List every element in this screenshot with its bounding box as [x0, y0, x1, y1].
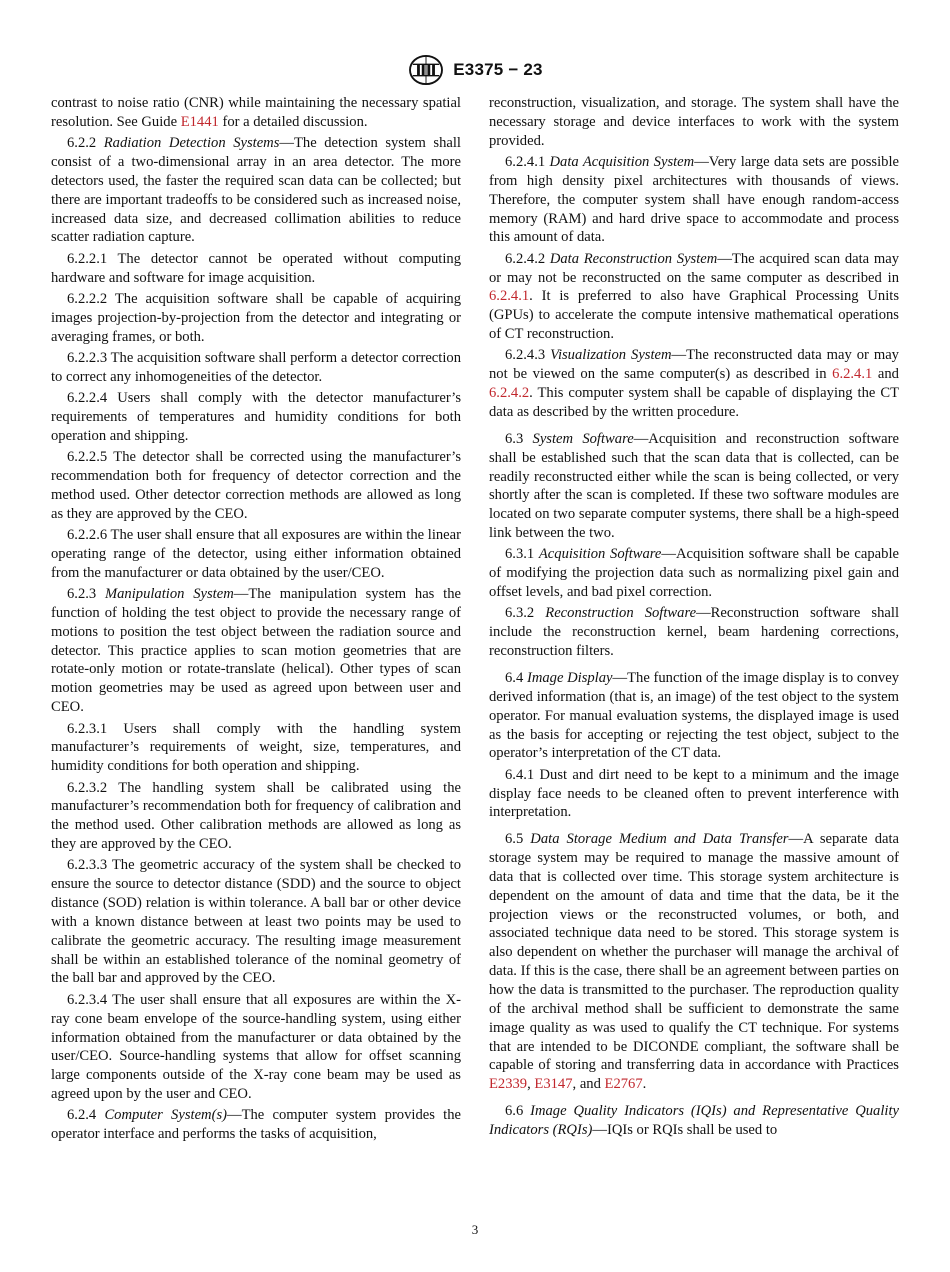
section-6-2-3: 6.2.3 Manipulation System—The manipulation system has the function of holding the test object to provide the necessary range of motions to position the test object between the radiation source and detector. This practice applies to scan motion geometries that are rotate-only motion or rotate-translate (helical). Other types of scan motion geometries may be used as agreed upon between user and CEO.: [51, 586, 461, 716]
reference-link-6-2-4-2[interactable]: 6.2.4.2: [489, 385, 530, 402]
section-title: Manipulation System: [104, 586, 234, 603]
section-6-2-3-3: 6.2.3.3 The geometric accuracy of the system shall be checked to ensure the source to detector distance (SDD) and the source to object distance (SOD) relation is within tolerance. A ball bar or other device with a known distance between at least two points may be used to calibrate the geometric accuracy. The resulting image measurement shall be within an established tolerance of the nominal geometry of the ball bar and approved by the CEO.: [51, 857, 461, 987]
document-designation: E3375 − 23: [453, 60, 543, 79]
section-6-2-2-3: 6.2.2.3 The acquisition software shall perform a detector correction to correct any inhomogeneities of the detector.: [51, 349, 461, 385]
section-6-4-1: 6.4.1 Dust and dirt need to be kept to a minimum and the image display face needs to be cleaned often to prevent interference with interpretation.: [489, 766, 899, 821]
section-title: Image Display: [526, 669, 613, 686]
reference-link-e2767[interactable]: E2767: [604, 1076, 643, 1093]
reference-link-6-2-4-1[interactable]: 6.2.4.1: [489, 288, 530, 305]
section-6-2-2-6: 6.2.2.6 The user shall ensure that all exposures are within the linear operating range of the detector, using either information obtained from the manufacturer or data obtained by the user/CEO.: [51, 527, 461, 581]
section-6-2-2-5: 6.2.2.5 The detector shall be corrected using the manufacturer’s recommendation both for frequency of detector correction and the method used. Other detector correction methods are allowed as long as they are approved by the CEO.: [51, 449, 461, 522]
left-column: [51, 94, 461, 1147]
section-title: Data Acquisition System: [549, 154, 695, 171]
section-6-2-2-2: 6.2.2.2 The acquisition software shall be capable of acquiring images projection-by-projection from the detector and integrating or averaging frames, or both.: [51, 290, 461, 345]
reference-link-6-2-4-1[interactable]: 6.2.4.1: [832, 366, 873, 383]
section-6-2-4-1: 6.2.4.1 Data Acquisition System—Very large data sets are possible from high density pixel architectures with thousands of views. Therefore, the computer system shall have enough random-access memory (RAM) and hard drive space to accommodate and process this amount of data.: [489, 154, 899, 246]
paragraph: reconstruction, visualization, and storage. The system shall have the necessary storage and device interfaces to work with the system provided.: [489, 95, 899, 149]
reference-link-e2339[interactable]: E2339: [489, 1076, 528, 1093]
paragraph: contrast to noise ratio (CNR) while maintaining the necessary spatial resolution. See Guide E1441 for a detailed discussion.: [51, 95, 461, 130]
section-6-3: 6.3 System Software—Acquisition and reconstruction software shall be established such that the scan data that is collected, can be readily reconstructed either while the scan is being collected, or very shortly after the scan is completed. If these two software modules are located on two separate computer systems, there shall be a high-speed link between the two.: [489, 430, 899, 542]
section-6-3-2: 6.3.2 Reconstruction Software—Reconstruction software shall include the reconstruction kernel, beam hardening corrections, reconstruction filters.: [489, 605, 899, 660]
section-title: Radiation Detection Systems: [103, 135, 280, 152]
section-title: Visualization System: [550, 347, 672, 364]
section-6-2-2: 6.2.2 Radiation Detection Systems—The detection system shall consist of a two-dimensional array in an area detector. The more detectors used, the faster the required scan data can be collected; but there are important tradeoffs to be considered such as increased noise, increased data size, and decreased collimation abilities to reduce scatter radiation capture.: [51, 135, 461, 246]
section-6-2-4: 6.2.4 Computer System(s)—The computer system provides the operator interface and performs the tasks of acquisition,: [51, 1107, 461, 1143]
section-6-2-2-4: 6.2.2.4 Users shall comply with the detector manufacturer’s requirements of temperatures and humidity conditions for both operation and shipping.: [51, 390, 461, 444]
reference-link-e3147[interactable]: E3147: [534, 1076, 573, 1093]
section-6-2-2-1: 6.2.2.1 The detector cannot be operated without computing hardware and software for image acquisition.: [51, 250, 461, 286]
section-6-2-3-4: 6.2.3.4 The user shall ensure that all exposures are within the X-ray cone beam envelope of the source-handling system, using either information obtained from the manufacturer or data obtained by the user/CEO. Source-handling systems that allow for offset scanning large components outside of the X-ray cone beam may be used as agreed upon by the user and CEO.: [51, 991, 461, 1103]
section-6-3-1: 6.3.1 Acquisition Software—Acquisition software shall be capable of modifying the projection data such as normalizing pixel gain and offset levels, and bad pixel correction.: [489, 546, 899, 601]
section-6-6: 6.6 Image Quality Indicators (IQIs) and Representative Quality Indicators (RQIs)—IQIs or RQIs shall be used to: [489, 1103, 899, 1138]
section-title: Acquisition Software: [538, 546, 662, 563]
section-6-2-3-1: 6.2.3.1 Users shall comply with the handling system manufacturer’s requirements of weight, size, temperatures, and humidity conditions for both operation and shipping.: [51, 720, 461, 775]
section-title: Computer System(s): [104, 1107, 227, 1124]
section-title: Data Storage Medium and Data Transfer: [530, 831, 789, 848]
section-title: Data Reconstruction System: [549, 250, 718, 267]
section-6-2-4-2: 6.2.4.2 Data Reconstruction System—The acquired scan data may or may not be reconstructed on the same computer as described in 6.2.4.1. It is preferred to also have Graphical Processing Units (GPUs) to accelerate the compute intensive mathematical operations of CT reconstruction.: [489, 250, 899, 343]
section-6-5: 6.5 Data Storage Medium and Data Transfer—A separate data storage system may be required to manage the massive amount of data that is collected over time. This storage system architecture is dependent on the amount of data and time that the data, be it the projection views or the reconstructed volumes, or both, and associated technique data need to be stored. This storage system is also dependent on whether the purchaser will manage the archival of data. If this is the case, there shall be an agreement between parties on how the data is transmitted to the purchaser. The reproduction quality of the archival method shall be sufficient to demonstrate the same image quality as was used to qualify the CT technique. For systems that are intended to be DICONDE compliant, the software shall be capable of storing and transferring data in accordance with Practices E2339, E3147, and E2767.: [489, 831, 900, 1093]
section-title: Reconstruction Software: [545, 605, 697, 622]
page-header: [0, 52, 950, 88]
section-6-2-3-2: 6.2.3.2 The handling system shall be calibrated using the manufacturer’s recommendation both for frequency of calibration and the method used. Other calibration methods are allowed as long as they are approved by the CEO.: [51, 779, 461, 853]
page-number: 3: [471, 1222, 479, 1237]
section-6-2-4-3: 6.2.4.3 Visualization System—The reconstructed data may or may not be viewed on the same computer(s) as described in 6.2.4.1 and 6.2.4.2. This computer system shall be capable of displaying the CT data as described by the written procedure.: [489, 347, 899, 420]
section-title: Image Quality Indicators (IQIs) and Representative Quality Indicators (RQIs): [489, 1103, 899, 1138]
reference-link-e1441[interactable]: E1441: [180, 113, 219, 130]
astm-logo: [407, 54, 445, 86]
section-6-4: 6.4 Image Display—The function of the image display is to convey derived information (that is, an image) of the test object to the system operator. For manual evaluation systems, the displayed image is used as the basis for accepting or rejecting the test object, subject to the operator’s interpretation of the CT data.: [489, 669, 899, 762]
right-column: [489, 94, 899, 1142]
section-title: System Software: [532, 430, 634, 447]
